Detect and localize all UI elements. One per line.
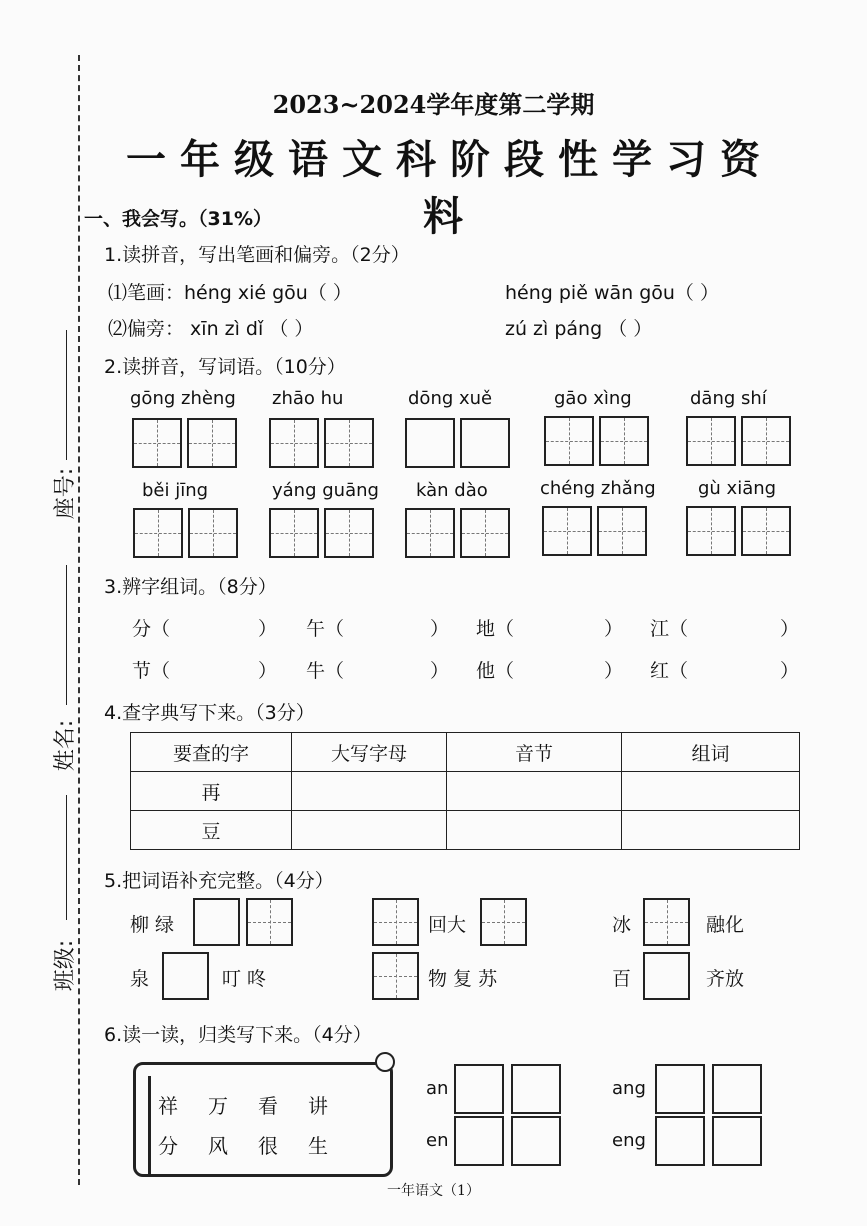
q1-row2-right: zú zì páng （ ） [505, 318, 653, 340]
write-box[interactable] [597, 506, 647, 556]
write-box[interactable] [269, 508, 319, 558]
q5-text: 柳 绿 [130, 914, 175, 936]
pinyin-word: dōng xuě [408, 388, 493, 409]
pinyin-word: dāng shí [690, 388, 767, 409]
write-box[interactable] [542, 506, 592, 556]
q1-row1-left: ⑴笔画：héng xié gōu（ ） [108, 282, 352, 304]
q5-text: 融化 [706, 914, 745, 936]
pinyin-word: gāo xìng [554, 388, 632, 409]
pinyin-word: gù xiāng [698, 478, 777, 499]
answer-cell[interactable] [292, 772, 447, 811]
pinyin-word: yáng guāng [272, 480, 379, 501]
classify-box[interactable] [454, 1116, 504, 1166]
rhyme-label: en [426, 1130, 449, 1151]
write-box[interactable] [686, 416, 736, 466]
section-heading: 一、我会写。（31%） [84, 208, 272, 230]
table-row [131, 772, 800, 811]
scroll-frame [133, 1062, 393, 1177]
seat-line [66, 330, 67, 460]
pinyin-word: zhāo hu [272, 388, 344, 409]
main-title: 一年级语文科阶段性学习资料 [126, 136, 774, 240]
q3-paren: ） [258, 618, 278, 640]
write-box[interactable] [324, 418, 374, 468]
fill-box[interactable] [193, 898, 240, 946]
term-title: 2023~2024学年度第二学期 [272, 90, 595, 119]
fill-box[interactable] [162, 952, 209, 1000]
q3-char: 分（ [132, 618, 171, 640]
q3-paren: ） [430, 660, 450, 682]
scroll-knob [375, 1052, 395, 1072]
q1-title: 1.读拼音，写出笔画和偏旁。（2分） [104, 244, 410, 266]
fill-box[interactable] [246, 898, 293, 946]
write-box[interactable] [405, 418, 455, 468]
answer-cell[interactable] [447, 772, 622, 811]
classify-box[interactable] [511, 1064, 561, 1114]
table-header: 要查的字 [131, 733, 292, 772]
q3-char: 午（ [306, 618, 345, 640]
write-box[interactable] [324, 508, 374, 558]
q5-text: 物 复 苏 [428, 968, 498, 990]
fill-box[interactable] [643, 952, 690, 1000]
fill-box[interactable] [372, 898, 419, 946]
q5-text: 叮 咚 [222, 968, 267, 990]
q3-char: 牛（ [306, 660, 345, 682]
q4-title: 4.查字典写下来。（3分） [104, 702, 315, 724]
write-box[interactable] [460, 508, 510, 558]
q5-title: 5.把词语补充完整。（4分） [104, 870, 334, 892]
write-box[interactable] [599, 416, 649, 466]
q6-title: 6.读一读，归类写下来。（4分） [104, 1024, 372, 1046]
q3-char: 地（ [476, 618, 515, 640]
q5-text: 百 [612, 968, 632, 990]
table-cell: 豆 [131, 811, 292, 850]
q3-char: 红（ [650, 660, 689, 682]
answer-cell[interactable] [622, 811, 800, 850]
q1-row1-right: héng piě wān gōu（ ） [505, 282, 719, 304]
pinyin-word: chéng zhǎng [540, 478, 656, 499]
q5-text: 齐放 [706, 968, 745, 990]
table-row [131, 811, 800, 850]
q3-paren: ） [604, 618, 624, 640]
dictionary-table [130, 732, 800, 850]
name-label: 姓名: [53, 719, 79, 772]
scroll-rod [148, 1076, 152, 1176]
binding-dash-line [78, 55, 80, 1185]
q3-char: 节（ [132, 660, 171, 682]
pinyin-word: běi jīng [142, 480, 209, 501]
write-box[interactable] [741, 416, 791, 466]
table-header: 组词 [622, 733, 800, 772]
fill-box[interactable] [372, 952, 419, 1000]
answer-cell[interactable] [622, 772, 800, 811]
q5-text: 回大 [428, 914, 467, 936]
scroll-row-1: 祥万看讲 [158, 1094, 358, 1118]
q3-paren: ） [430, 618, 450, 640]
rhyme-label: eng [612, 1130, 646, 1151]
write-box[interactable] [686, 506, 736, 556]
name-line [66, 565, 67, 705]
classify-box[interactable] [712, 1116, 762, 1166]
q1-row2-left: ⑵偏旁： xīn zì dǐ （ ） [108, 318, 314, 340]
classify-box[interactable] [454, 1064, 504, 1114]
rhyme-label: ang [612, 1078, 646, 1099]
write-box[interactable] [188, 508, 238, 558]
page-footer: 一年语文（1） [387, 1183, 480, 1199]
classify-box[interactable] [655, 1116, 705, 1166]
classify-box[interactable] [712, 1064, 762, 1114]
write-box[interactable] [405, 508, 455, 558]
q3-paren: ） [604, 660, 624, 682]
q3-paren: ） [780, 618, 800, 640]
pinyin-word: gōng zhèng [130, 388, 236, 409]
q2-title: 2.读拼音，写词语。（10分） [104, 356, 346, 378]
write-box[interactable] [133, 508, 183, 558]
fill-box[interactable] [480, 898, 527, 946]
write-box[interactable] [269, 418, 319, 468]
rhyme-label: an [426, 1078, 449, 1099]
pinyin-word: kàn dào [416, 480, 488, 501]
q3-char: 江（ [650, 618, 689, 640]
scroll-row-2: 分风很生 [158, 1134, 358, 1158]
table-header: 大写字母 [292, 733, 447, 772]
answer-cell[interactable] [292, 811, 447, 850]
write-box[interactable] [187, 418, 237, 468]
classify-box[interactable] [655, 1064, 705, 1114]
classify-box[interactable] [511, 1116, 561, 1166]
class-label: 班级: [53, 939, 79, 992]
write-box[interactable] [741, 506, 791, 556]
answer-cell[interactable] [447, 811, 622, 850]
write-box[interactable] [132, 418, 182, 468]
q3-paren: ） [780, 660, 800, 682]
q5-text: 泉 [130, 968, 150, 990]
q3-title: 3.辨字组词。（8分） [104, 576, 277, 598]
write-box[interactable] [544, 416, 594, 466]
table-header: 音节 [447, 733, 622, 772]
class-line [66, 795, 67, 920]
q3-paren: ） [258, 660, 278, 682]
fill-box[interactable] [643, 898, 690, 946]
q3-char: 他（ [476, 660, 515, 682]
write-box[interactable] [460, 418, 510, 468]
table-cell: 再 [131, 772, 292, 811]
q5-text: 冰 [612, 914, 632, 936]
seat-label: 座号: [53, 467, 79, 520]
